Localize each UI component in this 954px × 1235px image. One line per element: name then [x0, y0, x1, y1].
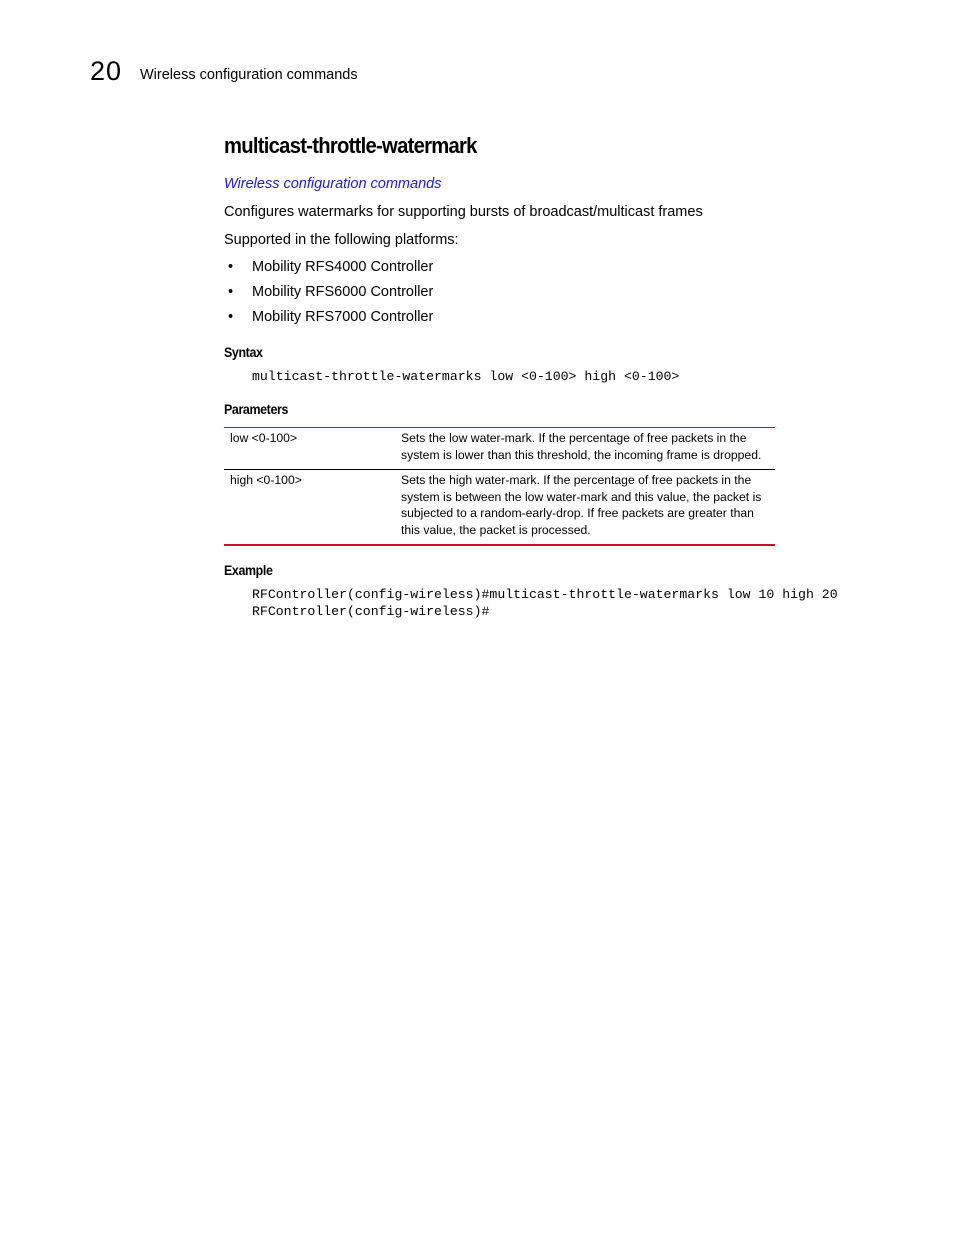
platform-name: Mobility RFS7000 Controller: [252, 309, 434, 325]
main-content: [224, 130, 844, 620]
param-name: low <0-100>: [230, 431, 298, 445]
example-code-line-2: RFController(config-wireless)#: [252, 604, 490, 619]
chapter-title: Wireless configuration commands: [140, 67, 358, 83]
platform-list: [224, 258, 844, 326]
description: Configures watermarks for supporting bursts of broadcast/multicast frames: [224, 204, 703, 220]
syntax-code: multicast-throttle-watermarks low <0-100> high <0-100>: [252, 369, 680, 384]
table-row: [224, 470, 775, 546]
chapter-link[interactable]: Wireless configuration commands: [224, 176, 442, 192]
syntax-heading: Syntax: [224, 345, 263, 360]
list-item: [224, 258, 844, 276]
chapter-number: 20: [90, 56, 123, 86]
platform-name: Mobility RFS6000 Controller: [252, 284, 434, 300]
list-item: [224, 283, 844, 301]
platforms-intro: Supported in the following platforms:: [224, 232, 459, 248]
table-row: [224, 428, 775, 470]
param-description: Sets the high water-mark. If the percentage of free packets in the system is between the low water-mark and this value, the packet is subjected to a random-early-drop. If free packets are greater than this value, the packet is processed.: [395, 470, 775, 546]
example-heading: Example: [224, 563, 273, 578]
example-code-line-1: RFController(config-wireless)#multicast-throttle-watermarks low 10 high 20: [252, 587, 838, 602]
platform-name: Mobility RFS4000 Controller: [252, 259, 434, 275]
parameters-table: [224, 427, 775, 546]
param-description: Sets the low water-mark. If the percentage of free packets in the system is lower than this threshold, the incoming frame is dropped.: [401, 431, 762, 462]
bullet-icon: •: [228, 259, 234, 275]
bullet-icon: •: [228, 309, 234, 325]
list-item: [224, 308, 844, 326]
page-title: multicast-throttle-watermark: [224, 133, 477, 158]
bullet-icon: •: [228, 284, 234, 300]
parameters-heading: Parameters: [224, 402, 288, 417]
param-name: high <0-100>: [224, 470, 395, 546]
